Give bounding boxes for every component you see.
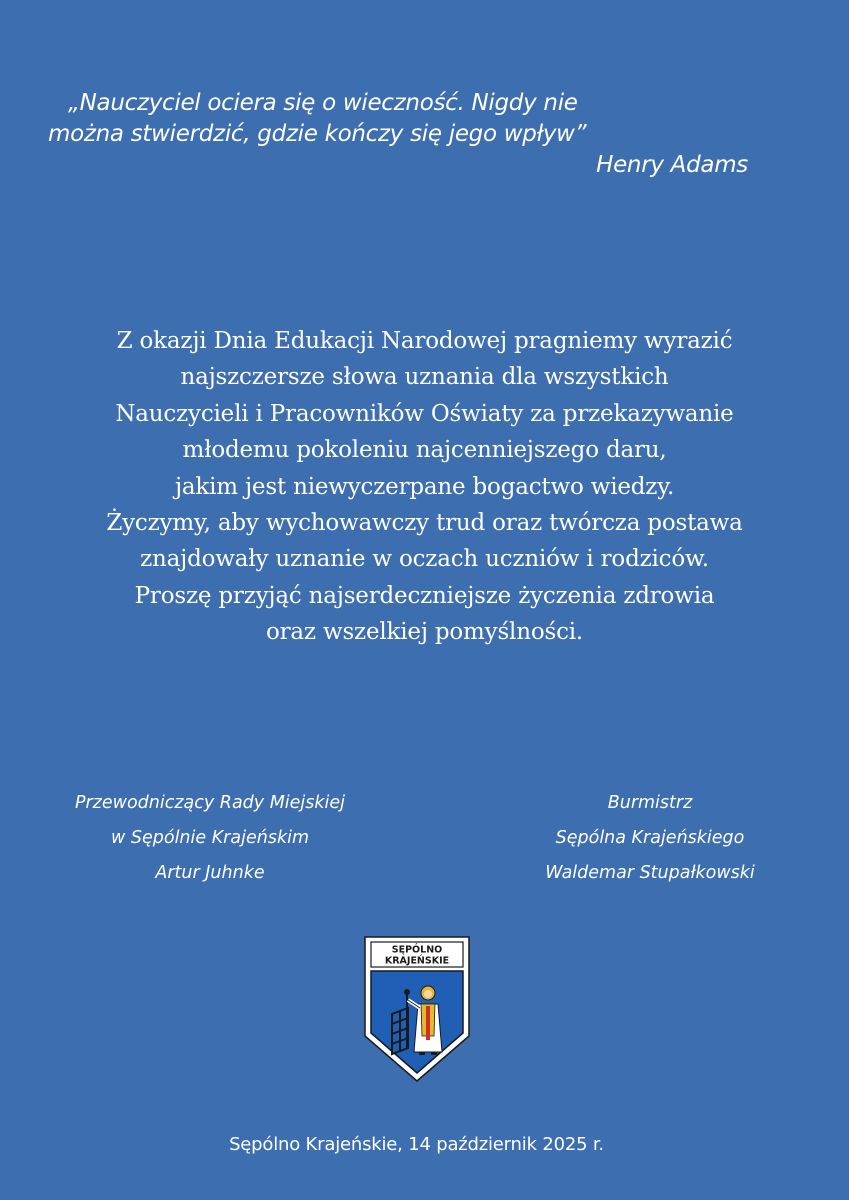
crest-text-line-2: KRAJEŃSKIE [384,955,450,967]
message-line: Z okazji Dnia Edukacji Narodowej pragniemy wyrazić [116,328,733,354]
crest-text-line-1: SĘPÓLNO [391,944,443,956]
message-line: młodemu pokoleniu najcenniejszego daru, [182,437,667,464]
greeting-message [40,323,809,651]
town-coat-of-arms-icon [364,936,470,1082]
message-line: jakim jest niewyczerpane bogactwo wiedzy. [174,473,675,500]
signature-council-chairman [40,786,380,891]
signature-name: Artur Juhnke [155,863,265,883]
quote-block [48,88,768,178]
signature-mayor [480,786,820,891]
message-line: Proszę przyjąć najserdeczniejsze życzenia zdrowia [134,582,715,609]
message-line: Nauczycieli i Pracowników Oświaty za przekazywanie [115,400,734,427]
quote-author: Henry Adams [596,152,748,178]
signature-title: Przewodniczący Rady Miejskiej [74,793,346,813]
message-line: znajdowały uznanie w oczach uczniów i rodziców. [140,546,709,573]
message-line: najszczersze słowa uznania dla wszystkich [180,364,669,391]
signature-place: w Sępólnie Krajeńskim [111,828,309,848]
date-and-place-text: Sępólno Krajeńskie, 14 październik 2025 r. [229,1134,604,1155]
signature-title: Burmistrz [607,793,693,813]
message-line: oraz wszelkiej pomyślności. [265,619,584,646]
signature-place: Sępólna Krajeńskiego [555,828,745,848]
message-line: Życzymy, aby wychowawczy trud oraz twórcza postawa [106,510,743,537]
signature-name: Waldemar Stupałkowski [545,863,755,883]
quote-line-1: „Nauczyciel ociera się o wieczność. Nigdy nie [68,90,578,116]
quote-line-2: można stwierdzić, gdzie kończy się jego wpływ” [48,121,587,147]
date-and-place [0,1134,849,1155]
